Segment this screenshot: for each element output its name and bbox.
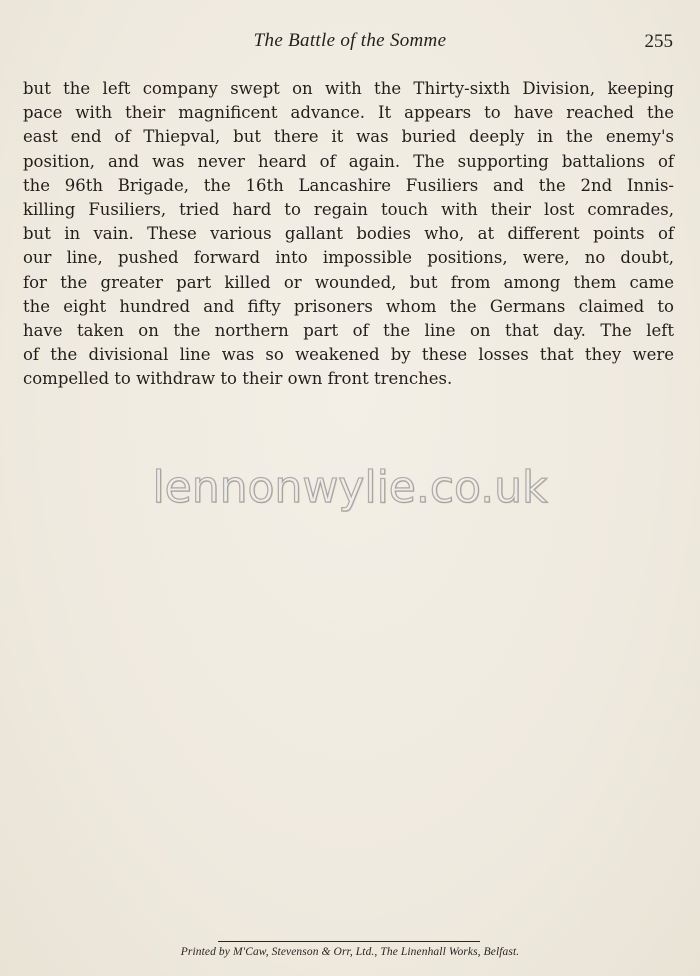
running-title: The Battle of the Somme [253, 30, 447, 51]
page-number: 255 [644, 31, 673, 52]
text-line: for the greater part killed or wounded, but from among them came [23, 272, 674, 292]
watermark: lennonwylie.co.uk [152, 462, 548, 513]
text-line: have taken on the northern part of the line on that day. The left [23, 321, 674, 341]
text-line: killing Fusiliers, tried hard to regain touch with their lost comrades, [23, 200, 674, 220]
text-line: the eight hundred and fifty prisoners whom the Germans claimed to [23, 296, 674, 316]
printer-imprint: Printed by M'Caw, Stevenson & Orr, Ltd., The Linenhall Works, Belfast. [180, 946, 520, 958]
text-line: compelled to withdraw to their own front trenches. [23, 369, 453, 389]
text-line: our line, pushed forward into impossible positions, were, no doubt, [23, 248, 674, 268]
text-line: but in vain. These various gallant bodies who, at different points of [23, 224, 674, 244]
text-line: the 96th Brigade, the 16th Lancashire Fusiliers and the 2nd Innis- [23, 175, 674, 195]
text-line: position, and was never heard of again. The supporting battalions of [23, 151, 674, 171]
text-line: east end of Thiepval, but there it was buried deeply in the enemy's [23, 127, 674, 147]
text-line: pace with their magnificent advance. It appears to have reached the [23, 103, 674, 123]
text-line: but the left company swept on with the Thirty-sixth Division, keeping [23, 79, 674, 98]
body-paragraph [23, 77, 674, 392]
text-line: of the divisional line was so weakened by these losses that they were [23, 345, 674, 365]
footer-divider [218, 941, 480, 942]
